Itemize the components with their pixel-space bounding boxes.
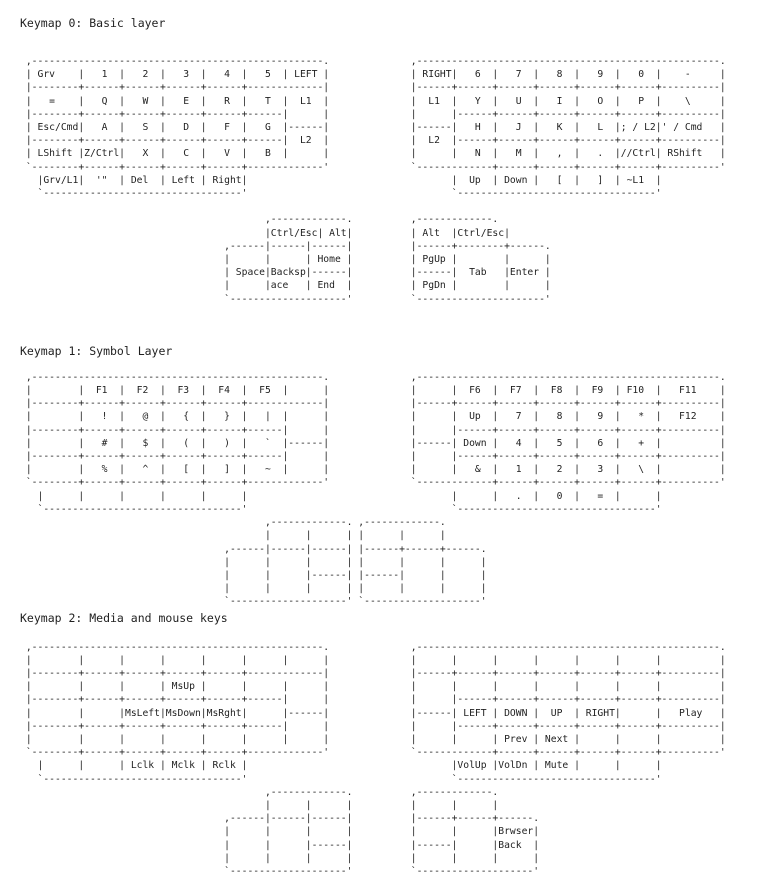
keymap-ascii-art: ,--------------------------------------------------. ,----------------------------------------------------. | | F1 | F2 | F3 | F4 | F5 | | | | F6 | F7 | F8 | F9 | F10 | F11 | |--------+------+------+------+------+-------------| |------+------+------+------+------+------+----------| | | ! | @ | { | } | | | | | | Up | 7 | 8 | 9 | * | F12 | |--------+------+------+------+------+------| | | |------+------+------+------+------+----------| | | # | $ | ( | ) | ` |------| |------| Down | 4 | 5 | 6 | + | | |--------+------+------+------+------+------| | | |------+------+------+------+------+----------| | | % | ^ | [ | ] | ~ | | | | & | 1 | 2 | 3 | \ | | `--------+------+------+------+------+-------------' `-------------+------+------+------+------+----------' | | | | | | | | . | 0 | = | | `----------------------------------' `----------------------------------' ,-------------. ,-------------. | | | | | | ,------|------|------| |------+------+------. | | | | | | | | | | |------| |------| | | | | | | | | | | `--------------------' `--------------------' [25,371,726,608]
keymap-title: Keymap 0: Basic layer [20,16,166,30]
keymap-document [20,16,765,878]
keymap-ascii-art: ,--------------------------------------------------. ,----------------------------------------------------. | | | | | | | | | | | | | | | | |--------+------+------+------+------+-------------| |------+------+------+------+------+------+----------| | | | | MsUp | | | | | | | | | | | | |--------+------+------+------+------+------| | | |------+------+------+------+------+----------| | | |MsLeft|MsDown|MsRght| |------| |------| LEFT | DOWN | UP | RIGHT| | Play | |--------+------+------+------+------+------| | | |------+------+------+------+------+----------| | | | | | | | | | | | Prev | Next | | | | `--------+------+------+------+------+-------------' `-------------+------+------+------+------+----------' | | | Lclk | Mclk | Rclk | |VolUp |VolDn | Mute | | | `----------------------------------' `----------------------------------' ,-------------. ,-------------. | | | | | | ,------|------|------| |------+------+------. | | | | | | |Brwser| | | |------| |------| |Back | | | | | | | | | `--------------------' `--------------------' [25,641,726,877]
keymap-section-basic-layer [20,16,765,306]
keymap-section-symbol-layer [20,344,765,609]
keymap-title: Keymap 2: Media and mouse keys [20,610,228,625]
keymap-ascii-art: ,--------------------------------------------------. ,----------------------------------------------------. | Grv | 1 | 2 | 3 | 4 | 5 | LEFT | | RIGHT| 6 | 7 | 8 | 9 | 0 | - | |--------+------+------+------+------+-------------| |------+------+------+------+------+------+----------| | = | Q | W | E | R | T | L1 | | L1 | Y | U | I | O | P | \ | |--------+------+------+------+------+------| | | |------+------+------+------+------+----------| | Esc/Cmd| A | S | D | F | G |------| |------| H | J | K | L |; / L2|' / Cmd | |--------+------+------+------+------+------| L2 | | L2 |------+------+------+------+------+----------| | LShift |Z/Ctrl| X | C | V | B | | | | N | M | , | . |//Ctrl| RShift | `--------+------+------+------+------+-------------' `-------------+------+------+------+------+----------' |Grv/L1| '" | Del | Left | Right| | Up | Down | [ | ] | ~L1 | `----------------------------------' `----------------------------------' ,-------------. ,-------------. |Ctrl/Esc| Alt| | Alt |Ctrl/Esc| ,------|------|------| |------+--------+------. | | | Home | | PgUp | | | | Space|Backsp|------| |------| Tab |Enter | | |ace | End | | PgDn | | | `--------------------' `----------------------' [25,56,726,305]
keymap-title: Keymap 1: Symbol Layer [20,343,173,358]
keymap-section-media-mouse-layer [20,611,765,879]
